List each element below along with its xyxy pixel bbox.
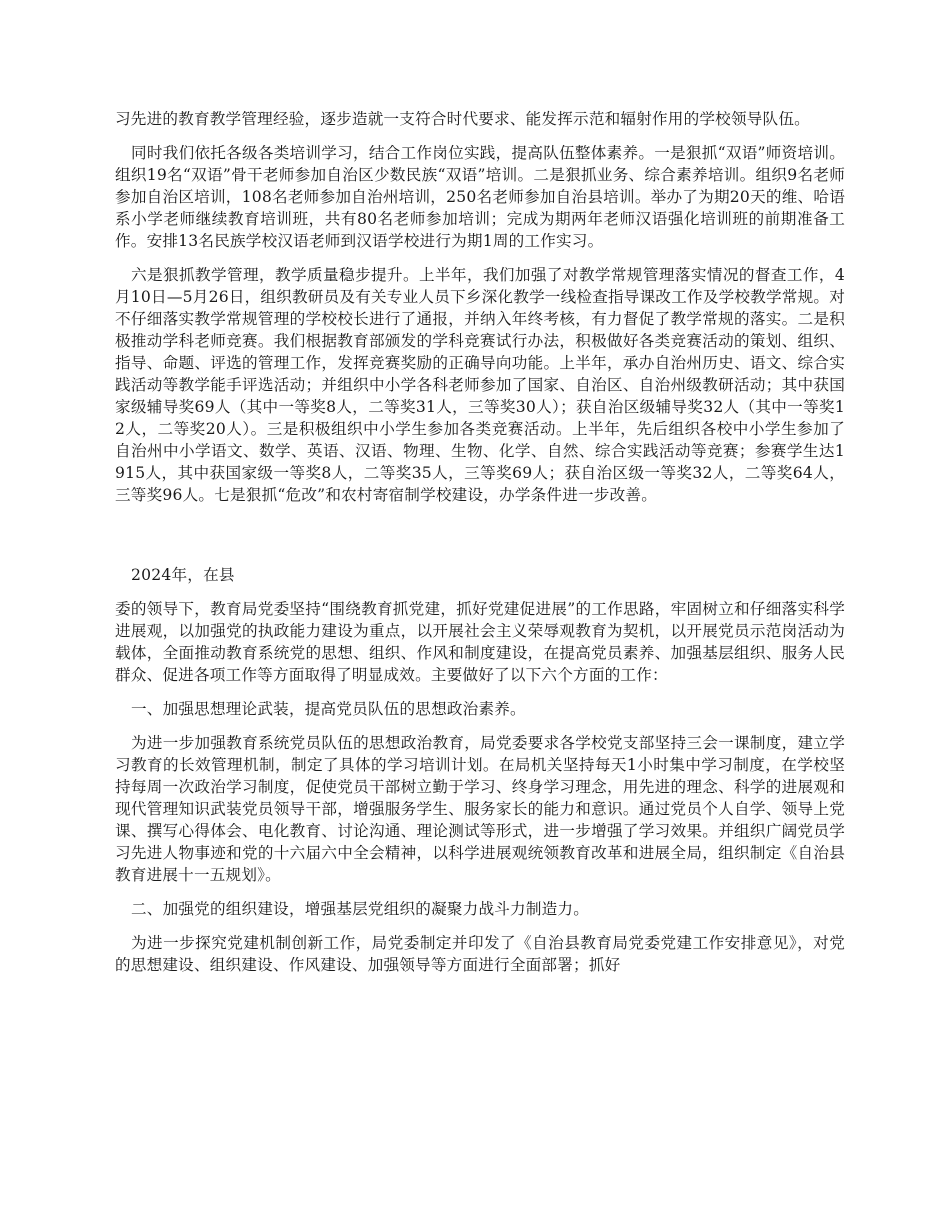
paragraph-training: 同时我们依托各级各类培训学习，结合工作岗位实践，提高队伍整体素养。一是狠抓“双语”师资培训。组织19名“双语”骨干老师参加自治区少数民族“双语”培训。二是狠抓业务、综合素养培训。组织9名老师参加自治区培训，108名老师参加自治州培训，250名老师参加自治县培训。举办了为期20天的维、哈语系小学老师继续教育培训班，共有80名老师参加培训；完成为期两年老师汉语强化培训班的前期准备工作。安排13名民族学校汉语老师到汉语学校进行为期1周的工作实习。 (115, 144, 845, 250)
section-heading-1: 一、加强思想理论武装，提高党员队伍的思想政治素养。 (131, 700, 526, 718)
paragraph-ideological-education: 为进一步加强教育系统党员队伍的思想政治教育，局党委要求各学校党支部坚持三会一课制度，建立学习教育的长效管理机制，制定了具体的学习培训计划。在局机关坚持每天1小时集中学习制度，在学校坚持每周一次政治学习制度，促使党员干部树立勤于学习、终身学习理念，用先进的理念、科学的进展观和现代管理知识武装党员领导干部，增强服务学生、服务家长的能力和意识。通过党员个人自学、领导上党课、撰写心得体会、电化教育、讨论沟通、理论测试等形式，进一步增强了学习效果。并组织广阔党员学习先进人物事迹和党的十六届六中全会精神，以科学进展观统领教育改革和进展全局，组织制定《自治县教育进展十一五规划》。 (115, 734, 845, 884)
section-heading-2: 二、加强党的组织建设，增强基层党组织的凝聚力战斗力制造力。 (131, 900, 590, 918)
paragraph-organization-building: 为进一步探究党建机制创新工作，局党委制定并印发了《自治县教育局党委党建工作安排意见》，对党的思想建设、组织建设、作风建设、加强领导等方面进行全面部署；抓好 (115, 934, 845, 974)
paragraph-year-heading: 2024年，在县 (131, 566, 235, 584)
paragraph-teaching-management: 六是狠抓教学管理，教学质量稳步提升。上半年，我们加强了对教学常规管理落实情况的督查工作，4月10日—5月26日，组织教研员及有关专业人员下乡深化教学一线检查指导课改工作及学校教学常规。对不仔细落实教学常规管理的学校校长进行了通报，并纳入年终考核，有力督促了教学常规的落实。二是积极推动学科老师竞赛。我们根据教育部颁发的学科竞赛试行办法，积极做好各类竞赛活动的策划、组织、指导、命题、评选的管理工作，发挥竞赛奖励的正确导向功能。上半年，承办自治州历史、语文、综合实践活动等教学能手评选活动；并组织中小学各科老师参加了国家、自治区、自治州级教研活动；其中获国家级辅导奖69人（其中一等奖8人，二等奖31人，三等奖30人）；获自治区级辅导奖32人（其中一等奖12人，二等奖20人）。三是积极组织中小学生参加各类竞赛活动。上半年，先后组织各校中小学生参加了自治州中小学语文、数学、英语、汉语、物理、生物、化学、自然、综合实践活动等竞赛；参赛学生达1915人，其中获国家级一等奖8人，二等奖35人，三等奖69人；获自治区级一等奖32人，二等奖64人，三等奖96人。七是狠抓“危改”和农村寄宿制学校建设，办学条件进一步改善。 (115, 266, 845, 504)
paragraph-leadership-team: 习先进的教育教学管理经验，逐步造就一支符合时代要求、能发挥示范和辐射作用的学校领导队伍。 (115, 110, 810, 128)
document-page (115, 108, 845, 976)
paragraph-party-building-intro: 委的领导下，教育局党委坚持“围绕教育抓党建，抓好党建促进展”的工作思路，牢固树立和仔细落实科学进展观，以加强党的执政能力建设为重点，以开展社会主义荣辱观教育为契机，以开展党员示范岗活动为载体，全面推动教育系统党的思想、组织、作风和制度建设，在提高党员素养、加强基层组织、服务人民群众、促进各项工作等方面取得了明显成效。主要做好了以下六个方面的工作： (115, 600, 845, 684)
